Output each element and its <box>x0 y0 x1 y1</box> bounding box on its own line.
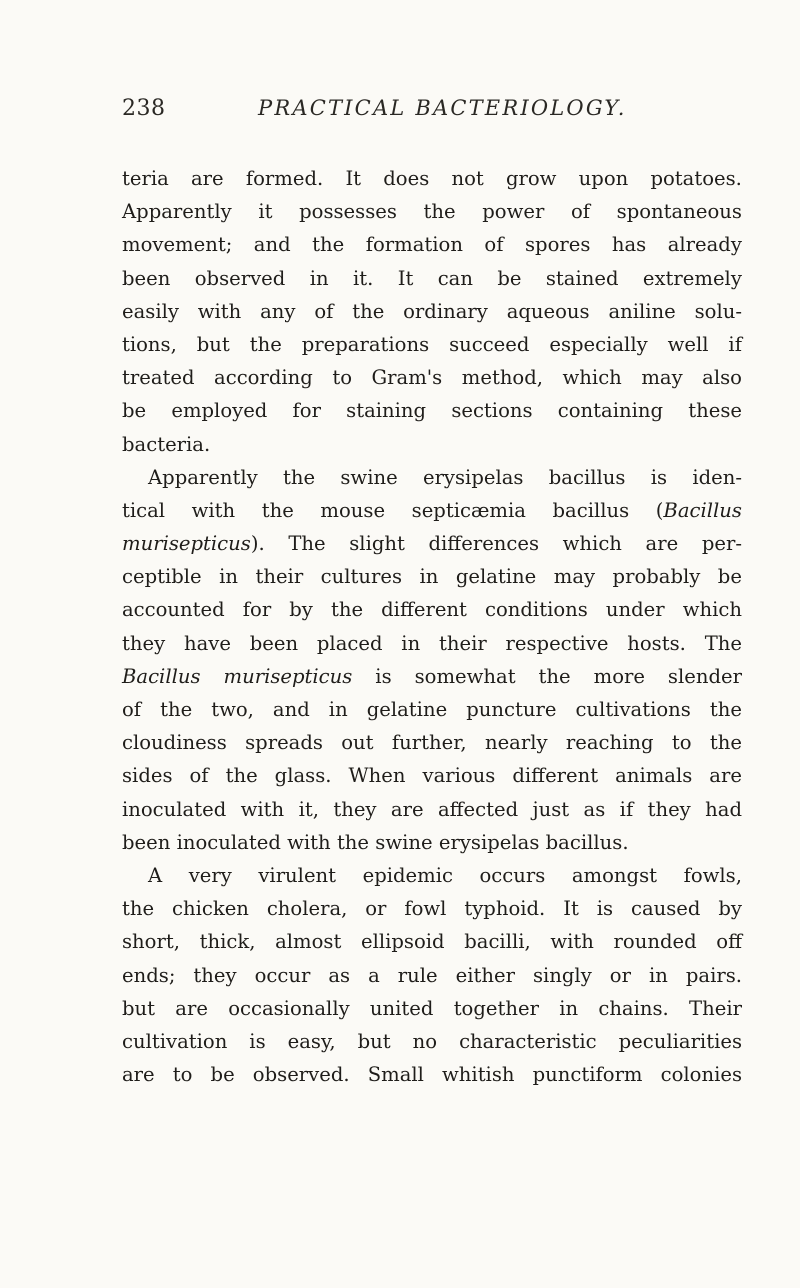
word: the <box>352 299 385 323</box>
word: gelatine <box>366 698 448 721</box>
word: in <box>559 996 579 1020</box>
word: occurs <box>479 863 546 887</box>
word: not <box>451 167 484 190</box>
word: extremely <box>642 266 742 290</box>
word: preparations <box>301 332 430 356</box>
text-line <box>122 959 742 992</box>
word: had <box>705 797 742 821</box>
word: placed <box>316 631 383 655</box>
word: well <box>667 332 709 356</box>
word: or <box>365 897 387 921</box>
word: gelatine <box>455 565 537 589</box>
text-line <box>122 660 742 693</box>
word: bacillus. <box>545 830 629 854</box>
word: the <box>122 897 155 921</box>
text-line <box>122 892 742 925</box>
word: characteristic <box>459 1029 597 1053</box>
text-line <box>122 593 742 626</box>
word: and <box>272 698 310 721</box>
word: When <box>348 764 406 788</box>
word: for <box>242 598 272 622</box>
word: the <box>709 698 742 721</box>
word: bacillus <box>548 465 626 489</box>
word: more <box>593 664 645 688</box>
word: they <box>333 797 377 821</box>
word: peculiarities <box>618 1029 742 1053</box>
word: reaching <box>565 731 654 755</box>
page-number: 238 <box>122 96 166 121</box>
word: in <box>648 963 668 987</box>
word: either <box>455 963 515 987</box>
word: may <box>553 565 596 589</box>
word: also <box>702 366 742 390</box>
word: ceptible <box>122 565 202 589</box>
word: rounded <box>613 930 697 954</box>
word: occur <box>254 963 311 987</box>
word: is <box>650 465 668 489</box>
word: of <box>122 698 142 721</box>
word: short, <box>122 930 180 954</box>
word: septicæmia <box>411 498 526 522</box>
word: power <box>482 200 545 224</box>
word: be <box>497 266 522 290</box>
word: slender <box>667 664 742 688</box>
text-line <box>122 826 742 859</box>
word: iden- <box>692 465 742 489</box>
word: easily <box>122 299 179 323</box>
word: somewhat <box>414 664 516 688</box>
word: Their <box>689 996 742 1020</box>
word: these <box>688 399 742 423</box>
word: It <box>563 897 579 921</box>
word: with <box>240 797 285 821</box>
word: fowls, <box>683 863 742 887</box>
word: typhoid. <box>464 897 546 921</box>
word: nearly <box>484 731 548 755</box>
word: are <box>390 797 424 821</box>
word: spreads <box>245 731 323 755</box>
word: Gram's <box>371 366 443 390</box>
word: they <box>193 963 237 987</box>
word: any <box>260 299 296 323</box>
word: amongst <box>571 863 658 887</box>
word: probably <box>612 565 701 589</box>
word: under <box>605 598 665 622</box>
word: It <box>397 266 414 290</box>
word: to <box>671 731 692 755</box>
word: the <box>160 698 193 721</box>
word: which <box>562 532 622 556</box>
word: ordinary <box>403 299 488 323</box>
word: chicken <box>172 897 249 921</box>
text-line <box>122 793 742 826</box>
word: a <box>368 963 380 987</box>
word: further, <box>391 731 467 755</box>
word: different <box>512 764 599 788</box>
word: swine <box>340 465 398 489</box>
word: observed <box>194 266 286 290</box>
word: as <box>583 797 606 821</box>
word: A <box>148 863 163 887</box>
word: aqueous <box>506 299 590 323</box>
word: Bacillus <box>122 664 201 688</box>
word: just <box>532 797 570 821</box>
word: the <box>336 830 370 854</box>
word: Apparently <box>122 200 232 224</box>
word: whitish <box>442 1063 515 1087</box>
word: fowl <box>404 897 447 921</box>
word: cultivation <box>122 1029 228 1053</box>
word: in <box>309 266 329 290</box>
word: sides <box>122 764 173 788</box>
word: may <box>641 366 683 390</box>
word: It <box>345 167 362 190</box>
word: cultures <box>320 565 403 589</box>
word: has <box>611 233 647 257</box>
word: be <box>717 565 742 589</box>
word: out <box>341 731 374 755</box>
word: ends; <box>122 963 176 987</box>
word: the <box>538 664 571 688</box>
word: inoculated <box>176 830 281 854</box>
text-line <box>122 726 742 759</box>
word: in <box>219 565 239 589</box>
text-line <box>122 925 742 958</box>
word: but <box>122 996 156 1020</box>
word: possesses <box>299 200 397 224</box>
body-text <box>122 162 742 1091</box>
word: already <box>667 233 742 257</box>
word: off <box>716 930 742 954</box>
text-line <box>122 461 742 494</box>
word: been <box>249 631 299 655</box>
word: cultivations <box>575 698 691 721</box>
word: hosts. <box>627 631 686 655</box>
word: which <box>682 598 742 622</box>
word: cholera, <box>266 897 348 921</box>
word: the <box>423 200 456 224</box>
text-line <box>122 295 742 328</box>
word: easy, <box>287 1029 336 1053</box>
word: united <box>369 996 434 1020</box>
word: rule <box>397 963 438 987</box>
text-line <box>122 195 742 228</box>
word: very <box>188 863 232 887</box>
word: with <box>191 498 236 522</box>
text-line <box>122 627 742 660</box>
word: their <box>255 565 304 589</box>
word: are <box>191 167 224 190</box>
word: almost <box>275 930 342 954</box>
word: it <box>258 200 273 224</box>
word: treated <box>122 366 195 390</box>
word: tions, <box>122 332 177 356</box>
word: two, <box>211 698 254 721</box>
word: of <box>484 233 504 257</box>
word: is <box>375 664 392 688</box>
word: by <box>718 897 742 921</box>
word: with <box>550 930 594 954</box>
word: are <box>122 1063 155 1087</box>
word: Small <box>367 1063 424 1087</box>
word: observed. <box>252 1063 350 1087</box>
word: inoculated <box>122 797 227 821</box>
word: in <box>401 631 421 655</box>
word: is <box>596 897 614 921</box>
running-head <box>0 96 800 128</box>
word: animals <box>615 764 693 788</box>
word: been <box>122 830 171 854</box>
word: spontaneous <box>616 200 742 224</box>
text-line <box>122 262 742 295</box>
word: if <box>728 332 742 356</box>
word: been <box>122 266 171 290</box>
word: to <box>172 1063 193 1087</box>
text-line <box>122 560 742 593</box>
word: together <box>453 996 539 1020</box>
word: potatoes. <box>650 167 742 190</box>
word: murisepticus <box>223 664 353 688</box>
text-line <box>122 361 742 394</box>
word: but <box>196 332 230 356</box>
word: it. <box>352 266 374 290</box>
word: the <box>709 731 742 755</box>
word: aniline <box>608 299 676 323</box>
word: are <box>709 764 742 788</box>
word: which <box>562 366 622 390</box>
word: solu- <box>694 299 742 323</box>
word: are <box>645 532 679 556</box>
word: does <box>383 167 430 190</box>
word: the <box>312 233 345 257</box>
word: have <box>183 631 231 655</box>
word: colonies <box>660 1063 742 1087</box>
word: different <box>381 598 467 622</box>
word: movement; <box>122 233 233 257</box>
word: puncture <box>466 698 557 721</box>
word: staining <box>346 399 427 423</box>
word: swine <box>375 830 433 854</box>
word: especially <box>549 332 648 356</box>
text-line <box>122 1025 742 1058</box>
word: method, <box>461 366 544 390</box>
word: per- <box>701 532 742 556</box>
word: pairs. <box>685 963 742 987</box>
word: they <box>647 797 691 821</box>
word: tical <box>122 498 166 522</box>
word: with <box>287 830 331 854</box>
word: differences <box>428 532 540 556</box>
text-line <box>122 428 742 461</box>
word: containing <box>557 399 664 423</box>
word: conditions <box>485 598 588 622</box>
word: thick, <box>199 930 256 954</box>
word: in <box>328 698 348 721</box>
word: of <box>570 200 591 224</box>
word: but <box>357 1029 391 1053</box>
word: and <box>253 233 291 257</box>
word: it, <box>298 797 319 821</box>
word: bacillus <box>552 498 630 522</box>
word: glass. <box>274 764 332 788</box>
word: singly <box>532 963 592 987</box>
word: the <box>225 764 258 788</box>
word: the <box>249 332 282 356</box>
word: murisepticus). <box>122 532 265 556</box>
word: their <box>438 631 487 655</box>
text-line <box>122 1058 742 1091</box>
word: The <box>704 631 742 655</box>
word: by <box>289 598 313 622</box>
word: with <box>197 299 242 323</box>
word: erysipelas <box>438 830 540 854</box>
word: are <box>175 996 208 1020</box>
word: upon <box>578 167 629 190</box>
word: ellipsoid <box>360 930 445 954</box>
text-line <box>122 527 742 560</box>
word: employed <box>171 399 268 423</box>
text-line <box>122 228 742 261</box>
word: of <box>189 764 209 788</box>
word: respective <box>505 631 609 655</box>
word: virulent <box>258 863 337 887</box>
word: formation <box>365 233 463 257</box>
word: mouse <box>320 498 386 522</box>
word: is <box>249 1029 266 1053</box>
word: accounted <box>122 598 225 622</box>
text-line <box>122 494 742 527</box>
running-title: PRACTICAL BACTERIOLOGY. <box>258 96 627 120</box>
word: in <box>419 565 439 589</box>
text-line <box>122 328 742 361</box>
word: no <box>412 1029 438 1053</box>
word: Apparently <box>148 465 258 489</box>
word: formed. <box>245 167 324 190</box>
text-line <box>122 992 742 1025</box>
word: erysipelas <box>422 465 524 489</box>
word: slight <box>349 532 405 556</box>
word: be <box>210 1063 235 1087</box>
word: caused <box>630 897 701 921</box>
word: according <box>214 366 313 390</box>
word: cloudiness <box>122 731 227 755</box>
word: or <box>609 963 631 987</box>
word: (Bacillus <box>655 498 742 522</box>
word: if <box>619 797 634 821</box>
word: occasionally <box>228 996 350 1020</box>
text-line <box>122 859 742 892</box>
word: The <box>288 532 326 556</box>
text-line <box>122 394 742 427</box>
word: of <box>314 299 334 323</box>
word: the <box>283 465 316 489</box>
word: can <box>437 266 473 290</box>
text-line <box>122 162 742 195</box>
word: succeed <box>449 332 530 356</box>
word: various <box>422 764 496 788</box>
word: affected <box>437 797 519 821</box>
word: epidemic <box>362 863 453 887</box>
word: sections <box>451 399 533 423</box>
word: bacteria. <box>122 432 211 456</box>
word: stained <box>545 266 619 290</box>
word: for <box>292 399 321 423</box>
word: be <box>122 399 147 423</box>
word: punctiform <box>532 1063 643 1087</box>
word: the <box>330 598 364 622</box>
text-line <box>122 693 742 726</box>
word: chains. <box>598 996 669 1020</box>
word: bacilli, <box>464 930 531 954</box>
word: spores <box>524 233 591 257</box>
word: grow <box>505 167 557 190</box>
word: the <box>261 498 294 522</box>
word: teria <box>122 167 169 190</box>
word: as <box>328 963 351 987</box>
word: they <box>122 631 166 655</box>
text-line <box>122 759 742 792</box>
word: to <box>332 366 352 390</box>
